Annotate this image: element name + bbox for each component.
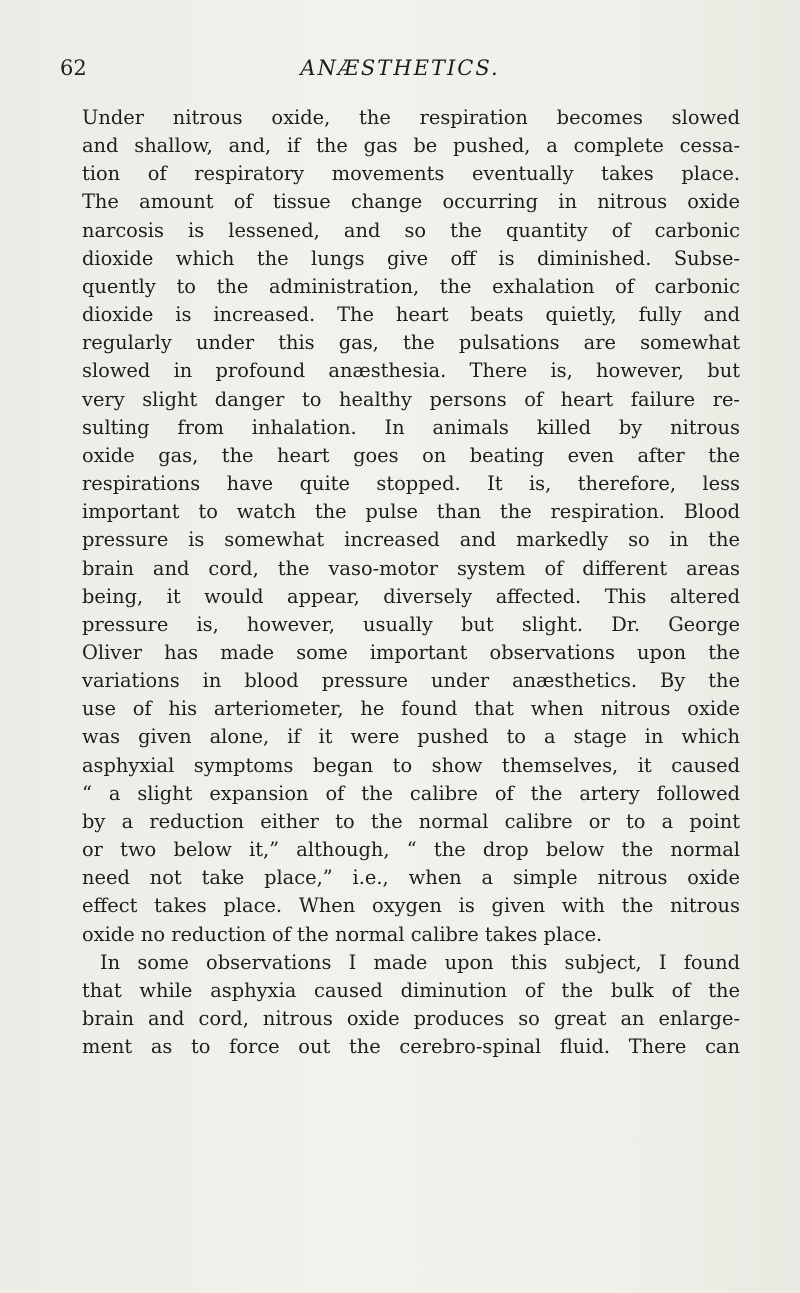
text-line: effect takes place. When oxygen is given with the nitrous [82, 894, 740, 918]
text-line: pressure is somewhat increased and markedly so in the [82, 528, 740, 552]
page-number: 62 [60, 56, 87, 80]
running-title: ANÆSTHETICS. [300, 56, 500, 80]
text-line: dioxide which the lungs give off is diminished. Subse- [82, 246, 740, 270]
text-line: brain and cord, nitrous oxide produces so great an enlarge- [82, 1007, 740, 1030]
text-line: Under nitrous oxide, the respiration becomes slowed [82, 106, 740, 129]
text-line: oxide gas, the heart goes on beating even after the [82, 443, 740, 467]
text-line: In some observations I made upon this subject, I found [100, 950, 740, 974]
text-line: or two below it,” although, “ the drop below the normal [82, 838, 740, 862]
text-line: dioxide is increased. The heart beats quietly, fully and [82, 303, 740, 327]
text-line: that while asphyxia caused diminution of the bulk of the [82, 978, 740, 1002]
text-line: and shallow, and, if the gas be pushed, a complete cessa- [82, 134, 740, 158]
text-line: regularly under this gas, the pulsations are somewhat [82, 331, 740, 355]
text-line: important to watch the pulse than the respiration. Blood [82, 500, 740, 524]
text-line: narcosis is lessened, and so the quantity of carbonic [82, 218, 740, 242]
page-header [60, 56, 740, 84]
text-line: tion of respiratory movements eventually takes place. [82, 162, 740, 186]
text-line: need not take place,” i.e., when a simple nitrous oxide [82, 866, 740, 890]
text-line: being, it would appear, diversely affected. This altered [82, 584, 740, 608]
text-line: very slight danger to healthy persons of heart failure re- [82, 387, 740, 411]
text-line: respirations have quite stopped. It is, therefore, less [82, 472, 740, 496]
text-line: was given alone, if it were pushed to a stage in which [82, 725, 740, 749]
text-line: “ a slight expansion of the calibre of the artery followed [82, 781, 740, 805]
body-text [82, 104, 740, 1061]
text-line: Oliver has made some important observations upon the [82, 640, 740, 664]
text-line: by a reduction either to the normal calibre or to a point [82, 809, 740, 833]
text-line: sulting from inhalation. In animals killed by nitrous [82, 415, 740, 439]
text-line: brain and cord, the vaso-motor system of different areas [82, 556, 740, 580]
text-line: The amount of tissue change occurring in nitrous oxide [82, 190, 740, 214]
text-line: use of his arteriometer, he found that when nitrous oxide [82, 697, 740, 721]
text-line: variations in blood pressure under anæsthetics. By the [82, 669, 740, 693]
text-line: pressure is, however, usually but slight. Dr. George [82, 612, 740, 636]
text-line: ment as to force out the cerebro-spinal fluid. There can [82, 1035, 740, 1059]
text-line: quently to the administration, the exhalation of carbonic [82, 274, 740, 298]
text-line: slowed in profound anæsthesia. There is, however, but [82, 359, 740, 383]
text-line: asphyxial symptoms began to show themselves, it caused [82, 753, 740, 777]
text-line: oxide no reduction of the normal calibre takes place. [82, 922, 603, 946]
